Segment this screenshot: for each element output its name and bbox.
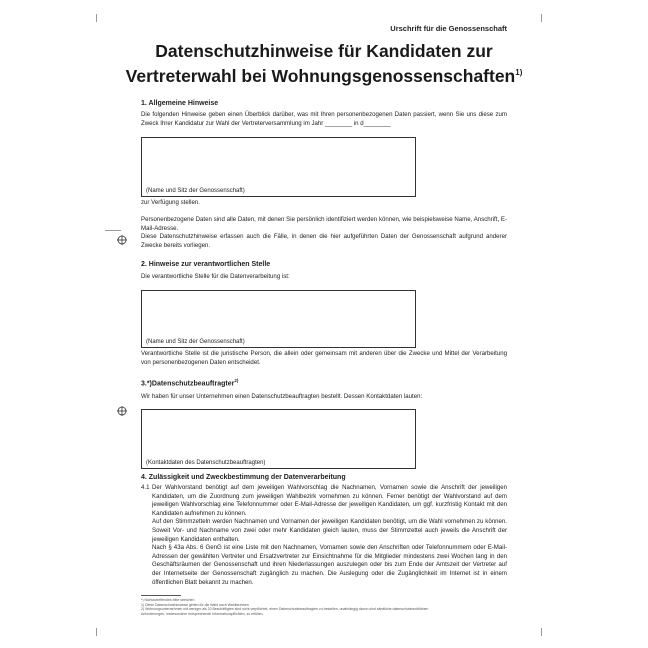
list-item-paragraph-2: Auf den Stimmzetteln werden Nachnamen und Vornamen der jeweiligen Kandidaten benötigt, um die Wahl vornehmen zu können. Soweit Vor- und Nachname von zwei oder mehr Kandidaten gleich lauten, muss der Stimmzettel auch jeweils die Anschrift der jeweiligen Kandidaten enthalten. — [152, 518, 507, 543]
crop-mark — [96, 628, 97, 636]
section-2-intro: Die verantwortliche Stelle für die Datenverarbeitung ist: — [141, 273, 290, 280]
section-4-heading: 4. Zulässigkeit und Zweckbestimmung der Datenverarbeitung — [141, 474, 346, 481]
section-1-heading: 1. Allgemeine Hinweise — [141, 100, 219, 107]
document-copy-label: Urschrift für die Genossenschaft — [390, 24, 507, 33]
section-2-after-box: Verantwortliche Stelle ist die juristische Person, die allein oder gemeinsam mit anderen über die Zwecke und Mittel der Verarbeitung von personenbezogenen Daten entscheidet. — [141, 350, 507, 366]
list-item-number: 4.1 — [141, 484, 150, 491]
section-1-paragraph-2: Personenbezogene Daten sind alle Daten, mit denen Sie persönlich identifiziert werden können, wie beispielsweise Name, Anschrift, E-Mail-Adresse. Diese Datenschutzhinweise erfassen auch die Fälle, in denen die hier aufgeführten Daten der Genossenschaft aufgrund anderer Zwecke bereits vorliegen. — [141, 216, 507, 249]
crop-mark — [541, 14, 542, 22]
organisation-name-field[interactable] — [141, 137, 416, 197]
footnotes — [141, 598, 511, 616]
list-item-paragraph-3: Nach § 43a Abs. 6 GenG ist eine Liste mit den Nachnamen, Vornamen sowie den Anschriften oder Telefonnummern oder E-Mail-Adressen der gewählten Vertreter und Ersatzvertreter zur Einsichtnahme für die Mitglieder mindestens zwei Wochen lang in den Geschäftsräumen der Genossenschaft und ihren Niederlassungen auszulegen oder bis zum Ende der Amtszeit der Vertreter auf der Internetseite der Genossenschaft zugänglich zu machen. Die Auslegung oder die Zugänglichkeit im Internet ist in einem öffentlichen Blatt bekannt zu machen. — [152, 544, 507, 586]
section-2-heading: 2. Hinweise zur verantwortlichen Stelle — [141, 261, 271, 268]
crop-mark — [541, 628, 542, 636]
section-1-intro: Die folgenden Hinweise geben einen Überblick darüber, was mit Ihren personenbezogenen Daten passiert, wenn Sie uns diese zum Zweck Ihrer Kandidatur zur Wahl der Vertreterversammlung im Jahr ________ in d________ — [141, 111, 507, 127]
footnote: *) Nichtzutreffendes bitte streichen — [141, 598, 195, 602]
registration-mark-icon — [117, 235, 127, 245]
title-line-1: Datenschutzhinweise für Kandidaten zur — [155, 41, 493, 61]
data-protection-officer-field[interactable] — [141, 409, 416, 469]
list-item — [141, 484, 507, 587]
footnote: Anforderungen, insbesondere entsprechende Informationspflichten, zu erfüllen. — [141, 611, 264, 616]
field-caption: (Name und Sitz der Genossenschaft) — [146, 339, 245, 345]
field-caption: (Name und Sitz der Genossenschaft) — [146, 188, 245, 194]
footnote: 2) Wohnungsunternehmen mit weniger als 20 Beschäftigten sind nicht verpflichtet, einen Datenschutzbeauftragten zu bestellen, unabhängig davon sind sämtliche datenschutzrechtlichen — [141, 607, 429, 612]
section-3-footnote-ref: 2) — [234, 378, 239, 383]
document-title — [100, 40, 548, 87]
footnote: 1) Diese Datenschutzhinweise gelten für die Wahl nach Wahlbezirken — [141, 602, 249, 607]
field-caption: (Kontaktdaten des Datenschutzbeauftragten) — [146, 460, 266, 466]
crop-mark — [96, 14, 97, 22]
list-item-paragraph-1: Der Wahlvorstand benötigt auf dem jeweiligen Wahlvorschlag die Nachnamen, Vornamen sowie die Anschrift der jeweiligen Kandidaten, um die Zuordnung zum jeweiligen Wahlbezirk vornehmen zu können. Ferner benötigt der Wahlvorstand auf dem jeweiligen Wahlvorschlag eine Telefonnummer oder E-Mail-Adresse der jeweiligen Kandidaten, um ggf. kurzfristig Kontakt mit den Kandidaten aufnehmen zu können. — [152, 484, 507, 517]
fold-mark — [105, 230, 121, 231]
section-3-heading: 3.*)Datenschutzbeauftragter$^{2)}$ — [141, 378, 239, 388]
title-footnote-ref: 1) — [515, 68, 523, 77]
footnote-divider — [141, 595, 181, 596]
section-1-after-box: zur Verfügung stellen. — [141, 199, 200, 206]
section-3-intro: Wir haben für unser Unternehmen einen Datenschutzbeauftragten bestellt. Dessen Kontaktdaten lauten: — [141, 393, 423, 400]
registration-mark-icon — [117, 406, 127, 416]
responsible-body-field[interactable] — [141, 290, 416, 348]
title-line-2: Vertreterwahl bei Wohnungsgenossenschaften$^{1)}$ — [125, 65, 523, 86]
